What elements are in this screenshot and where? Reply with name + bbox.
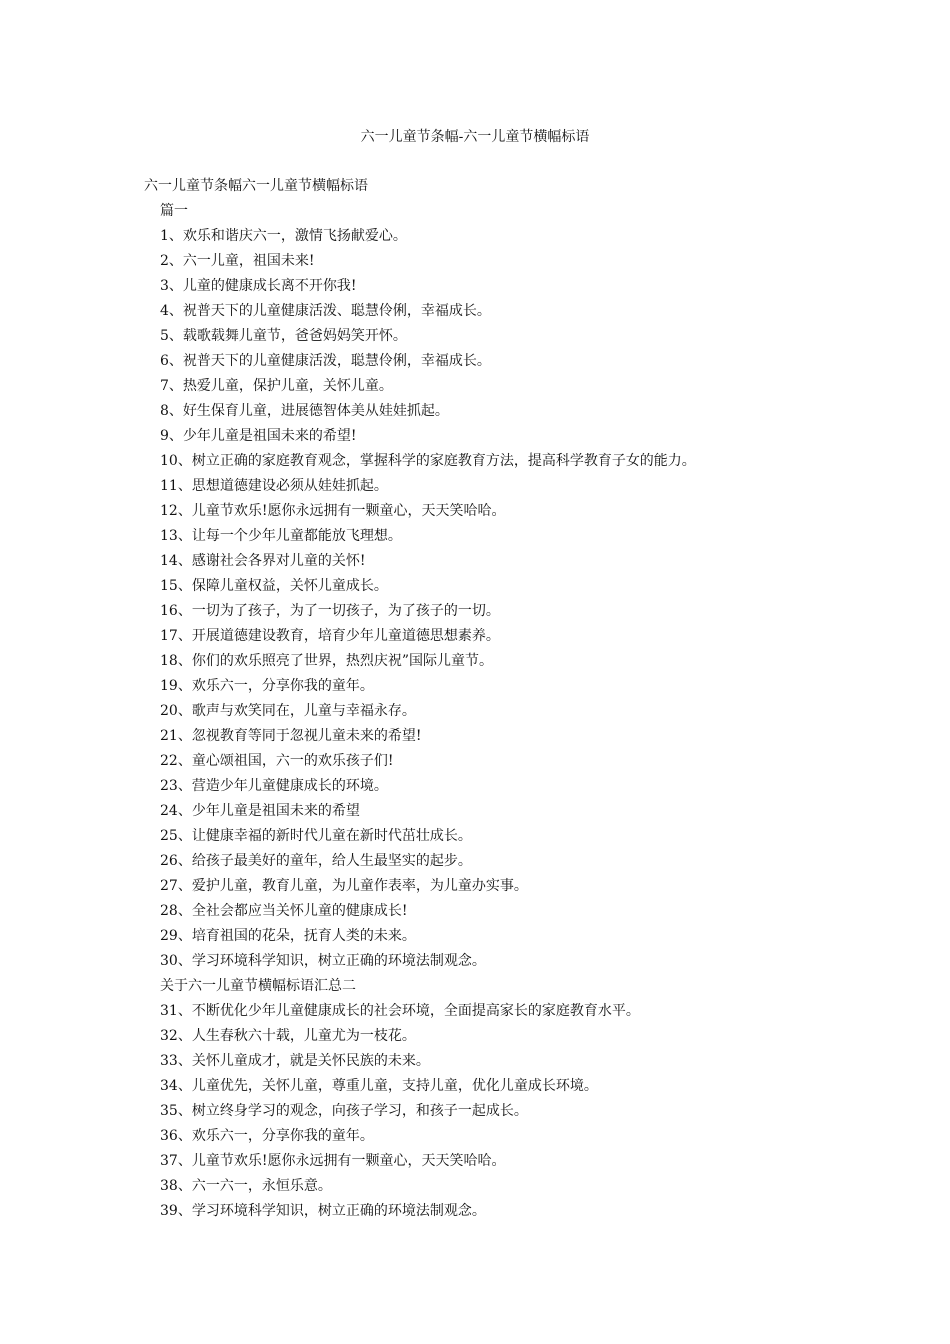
document-heading: 六一儿童节条幅六一儿童节横幅标语 [144,178,368,194]
section-label-2: 关于六一儿童节横幅标语汇总二 [160,978,356,994]
slogan-item-30: 30、学习环境科学知识，树立正确的环境法制观念。 [160,953,486,969]
slogan-item-17: 17、开展道德建设教育，培育少年儿童道德思想素养。 [160,628,500,644]
slogan-item-14: 14、感谢社会各界对儿童的关怀! [160,553,366,569]
section-label-1: 篇一 [160,203,188,219]
slogan-item-16: 16、一切为了孩子，为了一切孩子，为了孩子的一切。 [160,603,500,619]
slogan-item-6: 6、祝普天下的儿童健康活泼，聪慧伶俐，幸福成长。 [160,353,491,369]
slogan-item-20: 20、歌声与欢笑同在，儿童与幸福永存。 [160,703,416,719]
slogan-item-39: 39、学习环境科学知识，树立正确的环境法制观念。 [160,1203,486,1219]
slogan-item-24: 24、少年儿童是祖国未来的希望 [160,803,360,819]
slogan-item-21: 21、忽视教育等同于忽视儿童未来的希望! [160,728,422,744]
slogan-item-2: 2、六一儿童，祖国未来! [160,253,315,269]
slogan-item-28: 28、全社会都应当关怀儿童的健康成长! [160,903,408,919]
page-title: 六一儿童节条幅-六一儿童节横幅标语 [360,129,590,145]
slogan-item-12: 12、儿童节欢乐!愿你永远拥有一颗童心，天天笑哈哈。 [160,503,506,519]
slogan-item-32: 32、人生春秋六十载，儿童尤为一枝花。 [160,1028,416,1044]
slogan-item-5: 5、载歌载舞儿童节，爸爸妈妈笑开怀。 [160,328,407,344]
slogan-item-34: 34、儿童优先，关怀儿童，尊重儿童，支持儿童，优化儿童成长环境。 [160,1078,598,1094]
slogan-item-37: 37、儿童节欢乐!愿你永远拥有一颗童心，天天笑哈哈。 [160,1153,506,1169]
slogan-item-23: 23、营造少年儿童健康成长的环境。 [160,778,388,794]
slogan-item-7: 7、热爱儿童，保护儿童，关怀儿童。 [160,378,393,394]
slogan-item-29: 29、培育祖国的花朵，抚育人类的未来。 [160,928,416,944]
slogan-item-9: 9、少年儿童是祖国未来的希望! [160,428,357,444]
slogan-item-15: 15、保障儿童权益，关怀儿童成长。 [160,578,388,594]
slogan-item-4: 4、祝普天下的儿童健康活泼、聪慧伶俐，幸福成长。 [160,303,491,319]
slogan-item-22: 22、童心颂祖国，六一的欢乐孩子们! [160,753,394,769]
slogan-item-10: 10、树立正确的家庭教育观念，掌握科学的家庭教育方法，提高科学教育子女的能力。 [160,453,696,469]
slogan-item-38: 38、六一六一，永恒乐意。 [160,1178,332,1194]
slogan-item-18: 18、你们的欢乐照亮了世界，热烈庆祝”国际儿童节。 [160,653,493,669]
slogan-item-36: 36、欢乐六一，分享你我的童年。 [160,1128,374,1144]
slogan-item-26: 26、给孩子最美好的童年，给人生最坚实的起步。 [160,853,472,869]
slogan-item-13: 13、让每一个少年儿童都能放飞理想。 [160,528,402,544]
slogan-item-3: 3、儿童的健康成长离不开你我! [160,278,357,294]
slogan-item-27: 27、爱护儿童，教育儿童，为儿童作表率，为儿童办实事。 [160,878,528,894]
slogan-item-8: 8、好生保育儿童，进展德智体美从娃娃抓起。 [160,403,449,419]
slogan-item-31: 31、不断优化少年儿童健康成长的社会环境，全面提高家长的家庭教育水平。 [160,1003,640,1019]
slogan-item-19: 19、欢乐六一，分享你我的童年。 [160,678,374,694]
slogan-item-25: 25、让健康幸福的新时代儿童在新时代茁壮成长。 [160,828,472,844]
slogan-item-33: 33、关怀儿童成才，就是关怀民族的未来。 [160,1053,430,1069]
slogan-item-35: 35、树立终身学习的观念，向孩子学习，和孩子一起成长。 [160,1103,528,1119]
slogan-item-1: 1、欢乐和谐庆六一，激情飞扬献爱心。 [160,228,407,244]
slogan-item-11: 11、思想道德建设必须从娃娃抓起。 [160,478,388,494]
